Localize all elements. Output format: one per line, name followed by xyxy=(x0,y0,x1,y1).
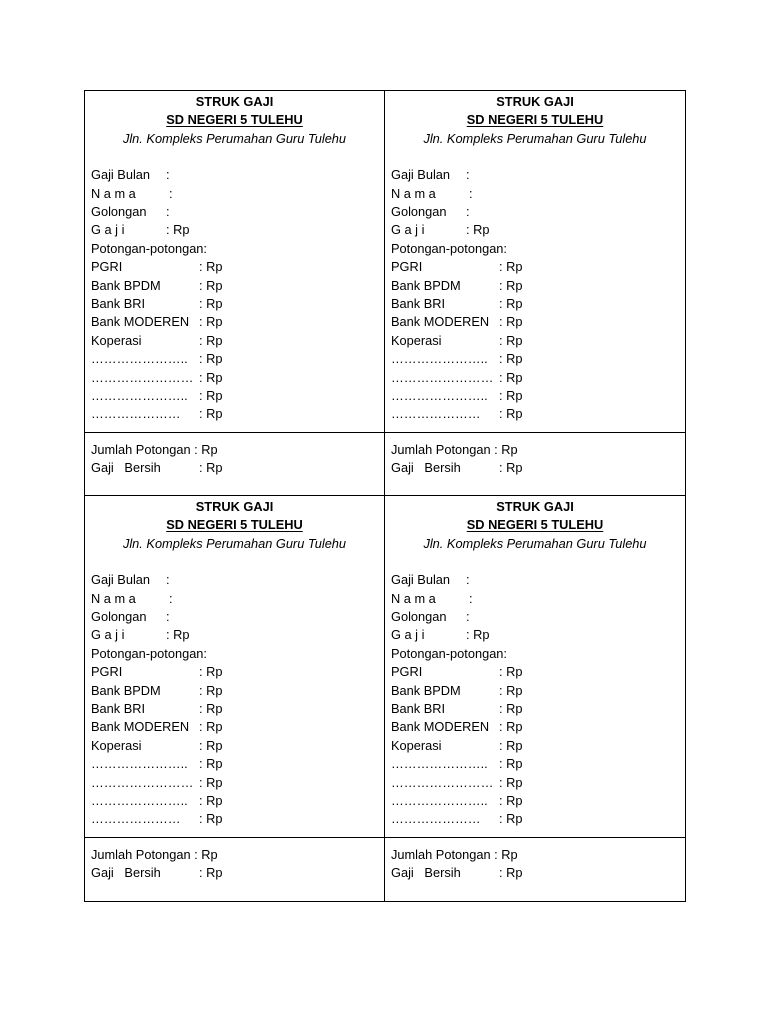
total-value: : Rp xyxy=(199,460,223,476)
field-value: : Rp xyxy=(499,811,523,827)
field-value: : Rp xyxy=(199,719,223,735)
field-label: Golongan xyxy=(91,204,147,219)
slip-field-row xyxy=(91,608,384,626)
slip-total-row xyxy=(91,846,384,864)
slip-school-name: SD NEGERI 5 TULEHU xyxy=(466,112,604,128)
field-value: : Rp xyxy=(166,627,190,643)
slip-totals xyxy=(91,441,384,478)
field-value: : Rp xyxy=(499,406,523,422)
field-label: ………………….. xyxy=(391,792,488,808)
slip-fields xyxy=(385,571,685,828)
field-value: : Rp xyxy=(199,756,223,772)
field-value: : Rp xyxy=(499,387,523,403)
slip-field-row xyxy=(391,682,685,700)
slip-field-row xyxy=(91,737,384,755)
field-value: : Rp xyxy=(499,369,523,385)
field-value: : xyxy=(169,590,173,606)
slip-address: Jln. Kompleks Perumahan Guru Tulehu xyxy=(423,130,647,146)
field-value: : Rp xyxy=(199,314,223,330)
slip-field-row xyxy=(391,810,685,828)
field-value: : Rp xyxy=(499,259,523,275)
slip-header xyxy=(85,91,384,148)
slip-field-row xyxy=(91,663,384,681)
salary-slip xyxy=(85,496,385,901)
field-label: Bank MODEREN xyxy=(391,314,490,330)
field-label: G a j i xyxy=(391,222,425,238)
field-label: ………………….. xyxy=(91,792,188,808)
slip-field-row xyxy=(391,590,685,608)
slip-totals xyxy=(91,846,384,883)
field-value: : xyxy=(166,609,170,624)
field-value: : Rp xyxy=(166,222,190,238)
slip-field-row xyxy=(391,277,685,295)
total-value: : Rp xyxy=(194,847,218,862)
total-label: Jumlah Potongan xyxy=(91,847,191,862)
slip-field-row xyxy=(91,166,384,184)
slip-total-row xyxy=(391,864,685,882)
slip-title: STRUK GAJI xyxy=(195,499,274,514)
field-value: : xyxy=(166,572,170,588)
field-value: : Rp xyxy=(199,700,223,716)
field-label: ………………… xyxy=(91,811,181,827)
field-label: Bank MODEREN xyxy=(91,314,190,330)
field-value: : Rp xyxy=(499,314,523,330)
slip-header xyxy=(385,496,685,553)
field-label: Koperasi xyxy=(391,332,442,348)
field-label: Bank BPDM xyxy=(391,277,461,293)
slip-field-row xyxy=(391,626,685,644)
field-label: ………………….. xyxy=(391,351,488,367)
field-label: …………………… xyxy=(91,369,194,385)
slip-field-row xyxy=(91,405,384,423)
field-value: : Rp xyxy=(199,811,223,827)
slip-total-row xyxy=(91,864,384,882)
field-value: : Rp xyxy=(499,756,523,772)
field-label: ………………….. xyxy=(391,387,488,403)
slip-field-row xyxy=(91,682,384,700)
slip-field-row xyxy=(391,792,685,810)
field-label: Potongan-potongan: xyxy=(391,240,507,256)
field-label: G a j i xyxy=(91,627,125,643)
slip-field-row xyxy=(391,166,685,184)
slip-divider xyxy=(85,432,384,433)
field-value: : Rp xyxy=(199,406,223,422)
field-label: Bank BPDM xyxy=(91,682,161,698)
field-value: : Rp xyxy=(499,737,523,753)
field-label: N a m a xyxy=(91,185,136,201)
field-value: : Rp xyxy=(499,792,523,808)
slip-header xyxy=(385,91,685,148)
field-label: G a j i xyxy=(391,627,425,643)
field-label: …………………… xyxy=(91,774,194,790)
slip-divider xyxy=(385,837,685,838)
slip-field-row xyxy=(91,277,384,295)
field-value: : Rp xyxy=(499,277,523,293)
slip-total-row xyxy=(391,441,685,459)
slip-field-row xyxy=(391,369,685,387)
slip-field-row xyxy=(91,590,384,608)
field-label: ………………… xyxy=(91,406,181,422)
field-label: Gaji Bulan xyxy=(91,167,151,183)
field-value: : Rp xyxy=(499,332,523,348)
field-label: Golongan xyxy=(91,609,147,624)
field-label: N a m a xyxy=(391,185,436,201)
field-label: PGRI xyxy=(391,259,423,275)
total-label: Jumlah Potongan xyxy=(391,442,491,457)
slip-fields xyxy=(385,166,685,423)
slip-field-row xyxy=(91,645,384,663)
slip-field-row xyxy=(91,755,384,773)
field-value: : Rp xyxy=(199,332,223,348)
slip-field-row xyxy=(391,313,685,331)
slip-field-row xyxy=(391,350,685,368)
field-value: : Rp xyxy=(499,700,523,716)
slip-field-row xyxy=(91,387,384,405)
slip-field-row xyxy=(91,774,384,792)
slip-field-row xyxy=(391,295,685,313)
field-label: …………………… xyxy=(391,369,494,385)
field-value: : Rp xyxy=(199,774,223,790)
slip-field-row xyxy=(391,608,685,626)
slip-school-name: SD NEGERI 5 TULEHU xyxy=(466,517,604,533)
salary-slip xyxy=(385,91,685,496)
slip-title: STRUK GAJI xyxy=(496,94,574,109)
slip-field-row xyxy=(391,718,685,736)
field-label: ………………… xyxy=(391,811,481,827)
slip-field-row xyxy=(91,626,384,644)
total-label: Gaji Bersih xyxy=(91,460,161,476)
field-value: : Rp xyxy=(199,682,223,698)
field-label: Gaji Bulan xyxy=(91,572,151,588)
slip-field-row xyxy=(391,185,685,203)
field-value: : xyxy=(466,167,470,183)
slip-field-row xyxy=(91,295,384,313)
slip-field-row xyxy=(391,405,685,423)
field-label: Bank BPDM xyxy=(91,277,161,293)
slip-title: STRUK GAJI xyxy=(496,499,574,514)
slip-field-row xyxy=(91,792,384,810)
field-value: : xyxy=(166,204,170,219)
total-value: : Rp xyxy=(499,460,523,476)
slip-field-row xyxy=(391,221,685,239)
field-value: : Rp xyxy=(499,719,523,735)
field-label: ………………… xyxy=(391,406,481,422)
slip-field-row xyxy=(391,774,685,792)
slip-field-row xyxy=(91,221,384,239)
field-value: : Rp xyxy=(466,222,490,238)
slip-total-row xyxy=(391,459,685,477)
field-label: Koperasi xyxy=(91,332,142,348)
field-value: : xyxy=(166,167,170,183)
field-value: : Rp xyxy=(199,792,223,808)
field-value: : Rp xyxy=(199,277,223,293)
field-label: Koperasi xyxy=(391,737,442,753)
field-value: : xyxy=(169,185,173,201)
slip-field-row xyxy=(91,332,384,350)
field-label: Gaji Bulan xyxy=(391,572,451,588)
field-label: ………………….. xyxy=(91,756,188,772)
field-label: N a m a xyxy=(391,590,436,606)
field-value: : Rp xyxy=(199,737,223,753)
slip-field-row xyxy=(91,810,384,828)
field-label: PGRI xyxy=(91,259,123,275)
slip-field-row xyxy=(391,755,685,773)
field-label: Bank BRI xyxy=(91,700,146,716)
slip-totals xyxy=(391,846,685,883)
field-label: PGRI xyxy=(91,664,123,680)
field-label: …………………… xyxy=(391,774,494,790)
slip-school-name: SD NEGERI 5 TULEHU xyxy=(166,517,303,533)
slip-field-row xyxy=(391,203,685,221)
slip-field-row xyxy=(91,258,384,276)
field-label: ………………….. xyxy=(391,756,488,772)
slip-total-row xyxy=(391,846,685,864)
slip-fields xyxy=(85,571,384,828)
slip-field-row xyxy=(391,240,685,258)
field-value: : xyxy=(466,572,470,588)
slip-field-row xyxy=(391,737,685,755)
slip-field-row xyxy=(391,700,685,718)
field-value: : Rp xyxy=(466,627,490,643)
slip-field-row xyxy=(91,700,384,718)
slip-field-row xyxy=(91,313,384,331)
field-value: : Rp xyxy=(499,682,523,698)
field-value: : xyxy=(466,609,470,624)
field-label: Potongan-potongan: xyxy=(91,240,207,256)
slip-field-row xyxy=(91,350,384,368)
slip-divider xyxy=(385,432,685,433)
slip-title: STRUK GAJI xyxy=(195,94,274,109)
total-label: Jumlah Potongan xyxy=(391,847,491,862)
field-value: : Rp xyxy=(199,295,223,311)
field-value: : Rp xyxy=(499,295,523,311)
field-value: : Rp xyxy=(199,664,223,680)
total-value: : Rp xyxy=(494,847,518,862)
field-value: : xyxy=(469,590,473,606)
salary-slip xyxy=(85,91,385,496)
slip-field-row xyxy=(91,571,384,589)
field-value: : Rp xyxy=(199,387,223,403)
slip-total-row xyxy=(91,441,384,459)
slip-field-row xyxy=(391,387,685,405)
slip-total-row xyxy=(91,459,384,477)
salary-slip xyxy=(385,496,685,901)
field-value: : Rp xyxy=(499,774,523,790)
slip-field-row xyxy=(391,258,685,276)
total-value: : Rp xyxy=(494,442,518,457)
total-label: Jumlah Potongan xyxy=(91,442,191,457)
slip-totals xyxy=(391,441,685,478)
field-label: Bank MODEREN xyxy=(391,719,490,735)
field-value: : Rp xyxy=(199,351,223,367)
slip-field-row xyxy=(391,332,685,350)
salary-slip-sheet xyxy=(84,90,686,902)
slip-field-row xyxy=(91,718,384,736)
field-label: G a j i xyxy=(91,222,125,238)
slip-field-row xyxy=(91,203,384,221)
slip-field-row xyxy=(91,185,384,203)
field-value: : xyxy=(466,204,470,219)
field-label: Bank BRI xyxy=(391,700,446,716)
field-label: ………………….. xyxy=(91,387,188,403)
field-value: : Rp xyxy=(499,664,523,680)
field-label: ………………….. xyxy=(91,351,188,367)
slip-address: Jln. Kompleks Perumahan Guru Tulehu xyxy=(122,535,347,551)
slip-field-row xyxy=(391,645,685,663)
slip-field-row xyxy=(391,571,685,589)
total-label: Gaji Bersih xyxy=(391,460,461,476)
field-label: Bank BRI xyxy=(91,295,146,311)
field-label: N a m a xyxy=(91,590,136,606)
field-label: Bank MODEREN xyxy=(91,719,190,735)
field-label: PGRI xyxy=(391,664,423,680)
slip-address: Jln. Kompleks Perumahan Guru Tulehu xyxy=(423,535,647,551)
slip-field-row xyxy=(91,240,384,258)
field-label: Golongan xyxy=(391,609,447,624)
total-value: : Rp xyxy=(499,865,523,881)
slip-school-name: SD NEGERI 5 TULEHU xyxy=(166,112,303,128)
total-label: Gaji Bersih xyxy=(91,865,161,881)
field-label: Bank BRI xyxy=(391,295,446,311)
total-label: Gaji Bersih xyxy=(391,865,461,881)
slip-divider xyxy=(85,837,384,838)
field-value: : Rp xyxy=(499,351,523,367)
slip-header xyxy=(85,496,384,553)
field-label: Potongan-potongan: xyxy=(91,645,207,661)
field-label: Potongan-potongan: xyxy=(391,645,507,661)
slip-field-row xyxy=(391,663,685,681)
field-label: Koperasi xyxy=(91,737,142,753)
field-label: Gaji Bulan xyxy=(391,167,451,183)
field-value: : xyxy=(469,185,473,201)
field-label: Golongan xyxy=(391,204,447,219)
slip-address: Jln. Kompleks Perumahan Guru Tulehu xyxy=(122,130,347,146)
slip-fields xyxy=(85,166,384,423)
slip-field-row xyxy=(91,369,384,387)
field-value: : Rp xyxy=(199,259,223,275)
field-value: : Rp xyxy=(199,369,223,385)
field-label: Bank BPDM xyxy=(391,682,461,698)
total-value: : Rp xyxy=(194,442,218,457)
total-value: : Rp xyxy=(199,865,223,881)
